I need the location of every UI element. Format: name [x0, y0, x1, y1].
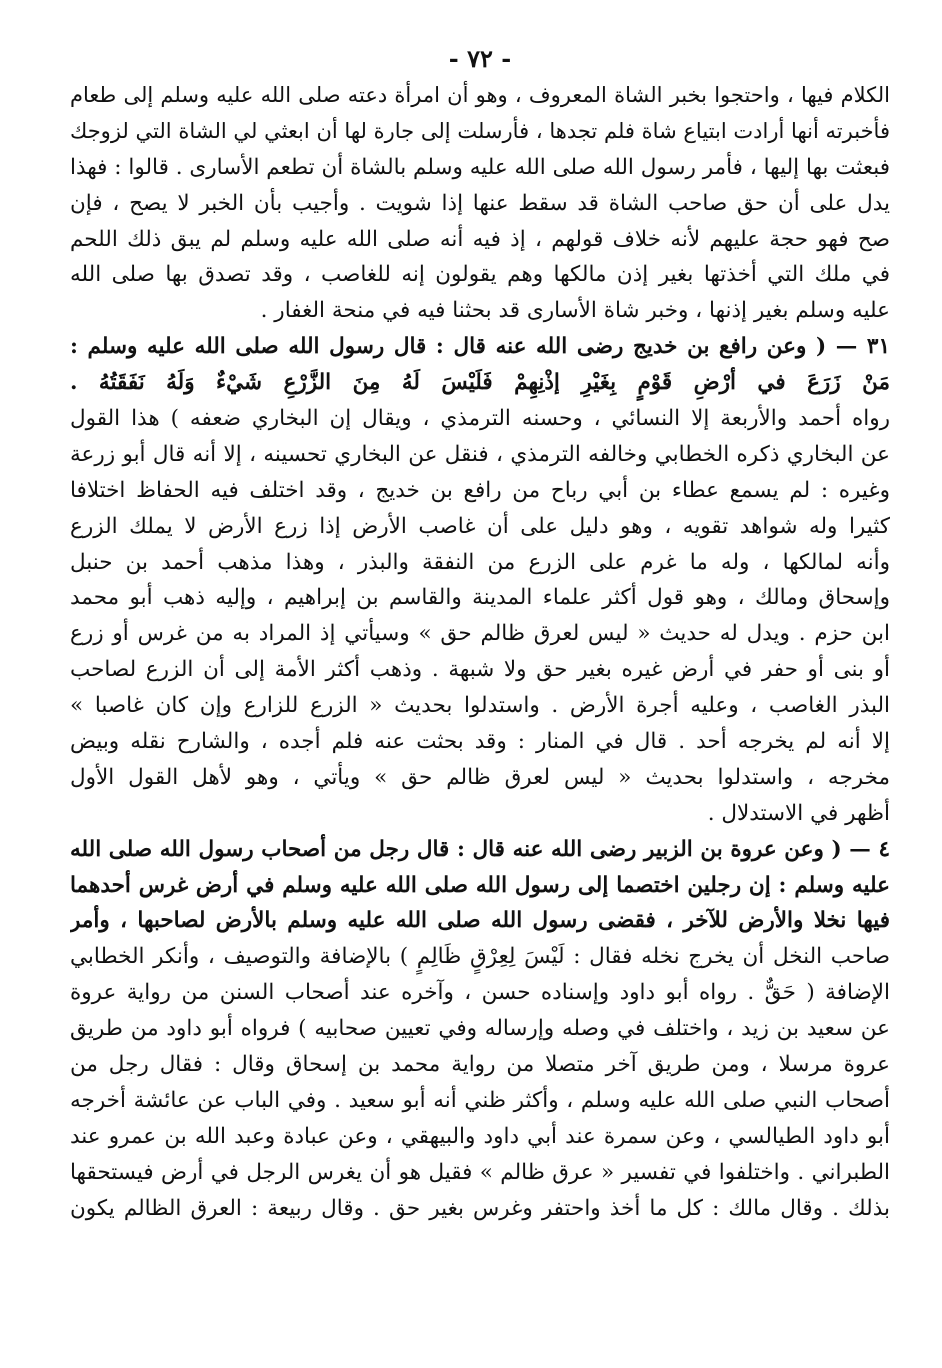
text-line: الطبراني . واختلفوا في تفسير « عرق ظالم » فقيل هو أن يغرس الرجل في أرض فيستحقها — [70, 1159, 890, 1185]
hadith-heading-line: ٤ — ( وعن عروة بن الزبير رضى الله عنه قال : قال رجل من أصحاب رسول الله صلى الله — [70, 836, 890, 862]
text-line: إلا أنه لم يخرجه أحد . قال في المنار : وقد بحثت عنه فلم أجده ، والشارح نقله وبيض — [70, 729, 890, 755]
text-line: رواه أحمد والأربعة إلا النسائي ، وحسنه الترمذي ، ويقال إن البخاري ضعفه ) هذا القول — [70, 406, 890, 432]
text-line: الكلام فيها ، واحتجوا بخبر الشاة المعروف ، وهو أن امرأة دعته صلى الله عليه وسلم إلى طعام — [70, 83, 890, 107]
hadith-text-line: عليه وسلم : إن رجلين اختصما إلى رسول الله صلى الله عليه وسلم في أرض غرس أحدهما — [70, 872, 890, 898]
text-line: ابن حزم . ويدل له حديث « ليس لعرق ظالم حق » وسيأتي إذ المراد به من غرس أو زرع — [70, 621, 890, 647]
text-line: عليه وسلم بغير إذنها ، وخبر شاة الأسارى قد بحثنا فيه في منحة الغفار . — [260, 298, 890, 324]
text-line: وغيره : لم يسمع عطاء بن أبي رباح من رافع بن خديج ، وقد اختلف فيه الحفاظ اختلافا — [70, 477, 890, 503]
text-line: البذر الغاصب ، وعليه أجرة الأرض . واستدلوا بحديث « الزرع للزارع وإن كان غاصبا » — [70, 693, 890, 719]
text-line: فأخبرته أنها أرادت ابتياع شاة فلم تجدها ، فأرسلت إلى جارة لها أن ابعثي لي الشاة التي لزوجك — [70, 118, 890, 143]
hadith-text-line: مَنْ زَرَعَ في أرْضِ قَوْمٍ بِغَيْرِ إذْنِهِمْ فَلَيْسَ لَهُ مِنَ الزَّرْعِ شَيْءٌ وَلَهُ نَفَقَتُهُ . — [70, 370, 890, 396]
text-line: كثيرا وله شواهد تقويه ، وهو دليل على أن غاصب الأرض إذا زرع الأرض لا يملك الزرع — [70, 513, 890, 539]
text-line: يدل على أن حق صاحب الشاة قد سقط عنها إذا شويت . وأجيب بأن الخبر لا يصح ، فإن — [70, 190, 890, 216]
text-line: فبعثت بها إليها ، فأمر رسول الله صلى الله عليه وسلم بالشاة أن تطعم الأسارى . قالوا : فهذا — [70, 154, 890, 180]
text-line: عن البخاري ذكره الخطابي وخالفه الترمذي ، فنقل عن البخاري تحسينه ، إلا أنه قال أبو زرعة — [70, 441, 890, 467]
text-line: صاحب النخل أن يخرج نخله فقال : لَيْسَ لِعِرْقٍ ظَالِمٍ ) بالإضافة والتوصيف ، وأنكر الخطابي — [70, 944, 890, 970]
text-line: صح فهو حجة عليهم لأنه خلاف قولهم ، إذ فيه أنه صلى الله عليه وسلم لم يبق ذلك اللحم — [70, 226, 890, 252]
text-line: عروة مرسلا ، ومن طريق آخر متصلا من رواية محمد بن إسحاق وقال : فقال رجل من — [70, 1052, 890, 1078]
text-line: وإسحاق ومالك ، وهو قول أكثر علماء المدينة والقاسم بن إبراهيم ، وإليه ذهب أبو محمد — [70, 585, 890, 611]
text-line: مخرجه ، واستدلوا بحديث « ليس لعرق ظالم حق » ويأتي ، وهو لأهل القول الأول — [70, 764, 890, 790]
body-text — [70, 78, 890, 1227]
text-line: في ملك التي أخذتها بغير إذن مالكها وهم يقولون إنه للغاصب ، وقد تصدق بها صلى الله — [70, 262, 890, 288]
document-page — [70, 40, 890, 1227]
hadith-text-line: فيها نخلا والأرض للآخر ، فقضى رسول الله صلى الله عليه وسلم بالأرض لصاحبها ، وأمر — [70, 908, 890, 934]
text-line: أصحاب النبي صلى الله عليه وسلم ، وأكثر ظني أنه أبو سعيد . وفي الباب عن عائشة أخرجه — [70, 1087, 890, 1113]
text-line: أبو داود الطيالسي ، وعن سمرة عند أبي داود والبيهقي ، وعن عبادة وعبد الله بن عمرو عند — [70, 1123, 890, 1149]
text-line: الإضافة ( حَقٌّ . رواه أبو داود وإسناده حسن ، وآخره عند أصحاب السنن من رواية عروة — [70, 980, 890, 1006]
text-line: عن سعيد بن زيد ، واختلف في وصله وإرساله وفي تعيين صحابيه ) فرواه أبو داود من طريق — [70, 1016, 890, 1042]
text-line: بذلك . وقال مالك : كل ما أخذ واحتفر وغرس بغير حق . وقال ربيعة : العرق الظالم يكون — [70, 1195, 890, 1221]
text-line: أظهر في الاستدلال . — [707, 800, 890, 826]
page-number: - ٧٢ - — [448, 44, 512, 73]
hadith-heading-line: ٣١ — ( وعن رافع بن خديج رضى الله عنه قال : قال رسول الله صلى الله عليه وسلم : — [70, 334, 890, 360]
text-line: أو بنى أو حفر في أرض غيره بغير حق ولا شبهة . وذهب أكثر الأمة إلى أن الزرع لصاحب — [70, 657, 890, 683]
text-line: وأنه لمالكها ، وله ما غرم على الزرع من النفقة والبذر ، وهذا مذهب أحمد بن حنبل — [70, 549, 890, 575]
